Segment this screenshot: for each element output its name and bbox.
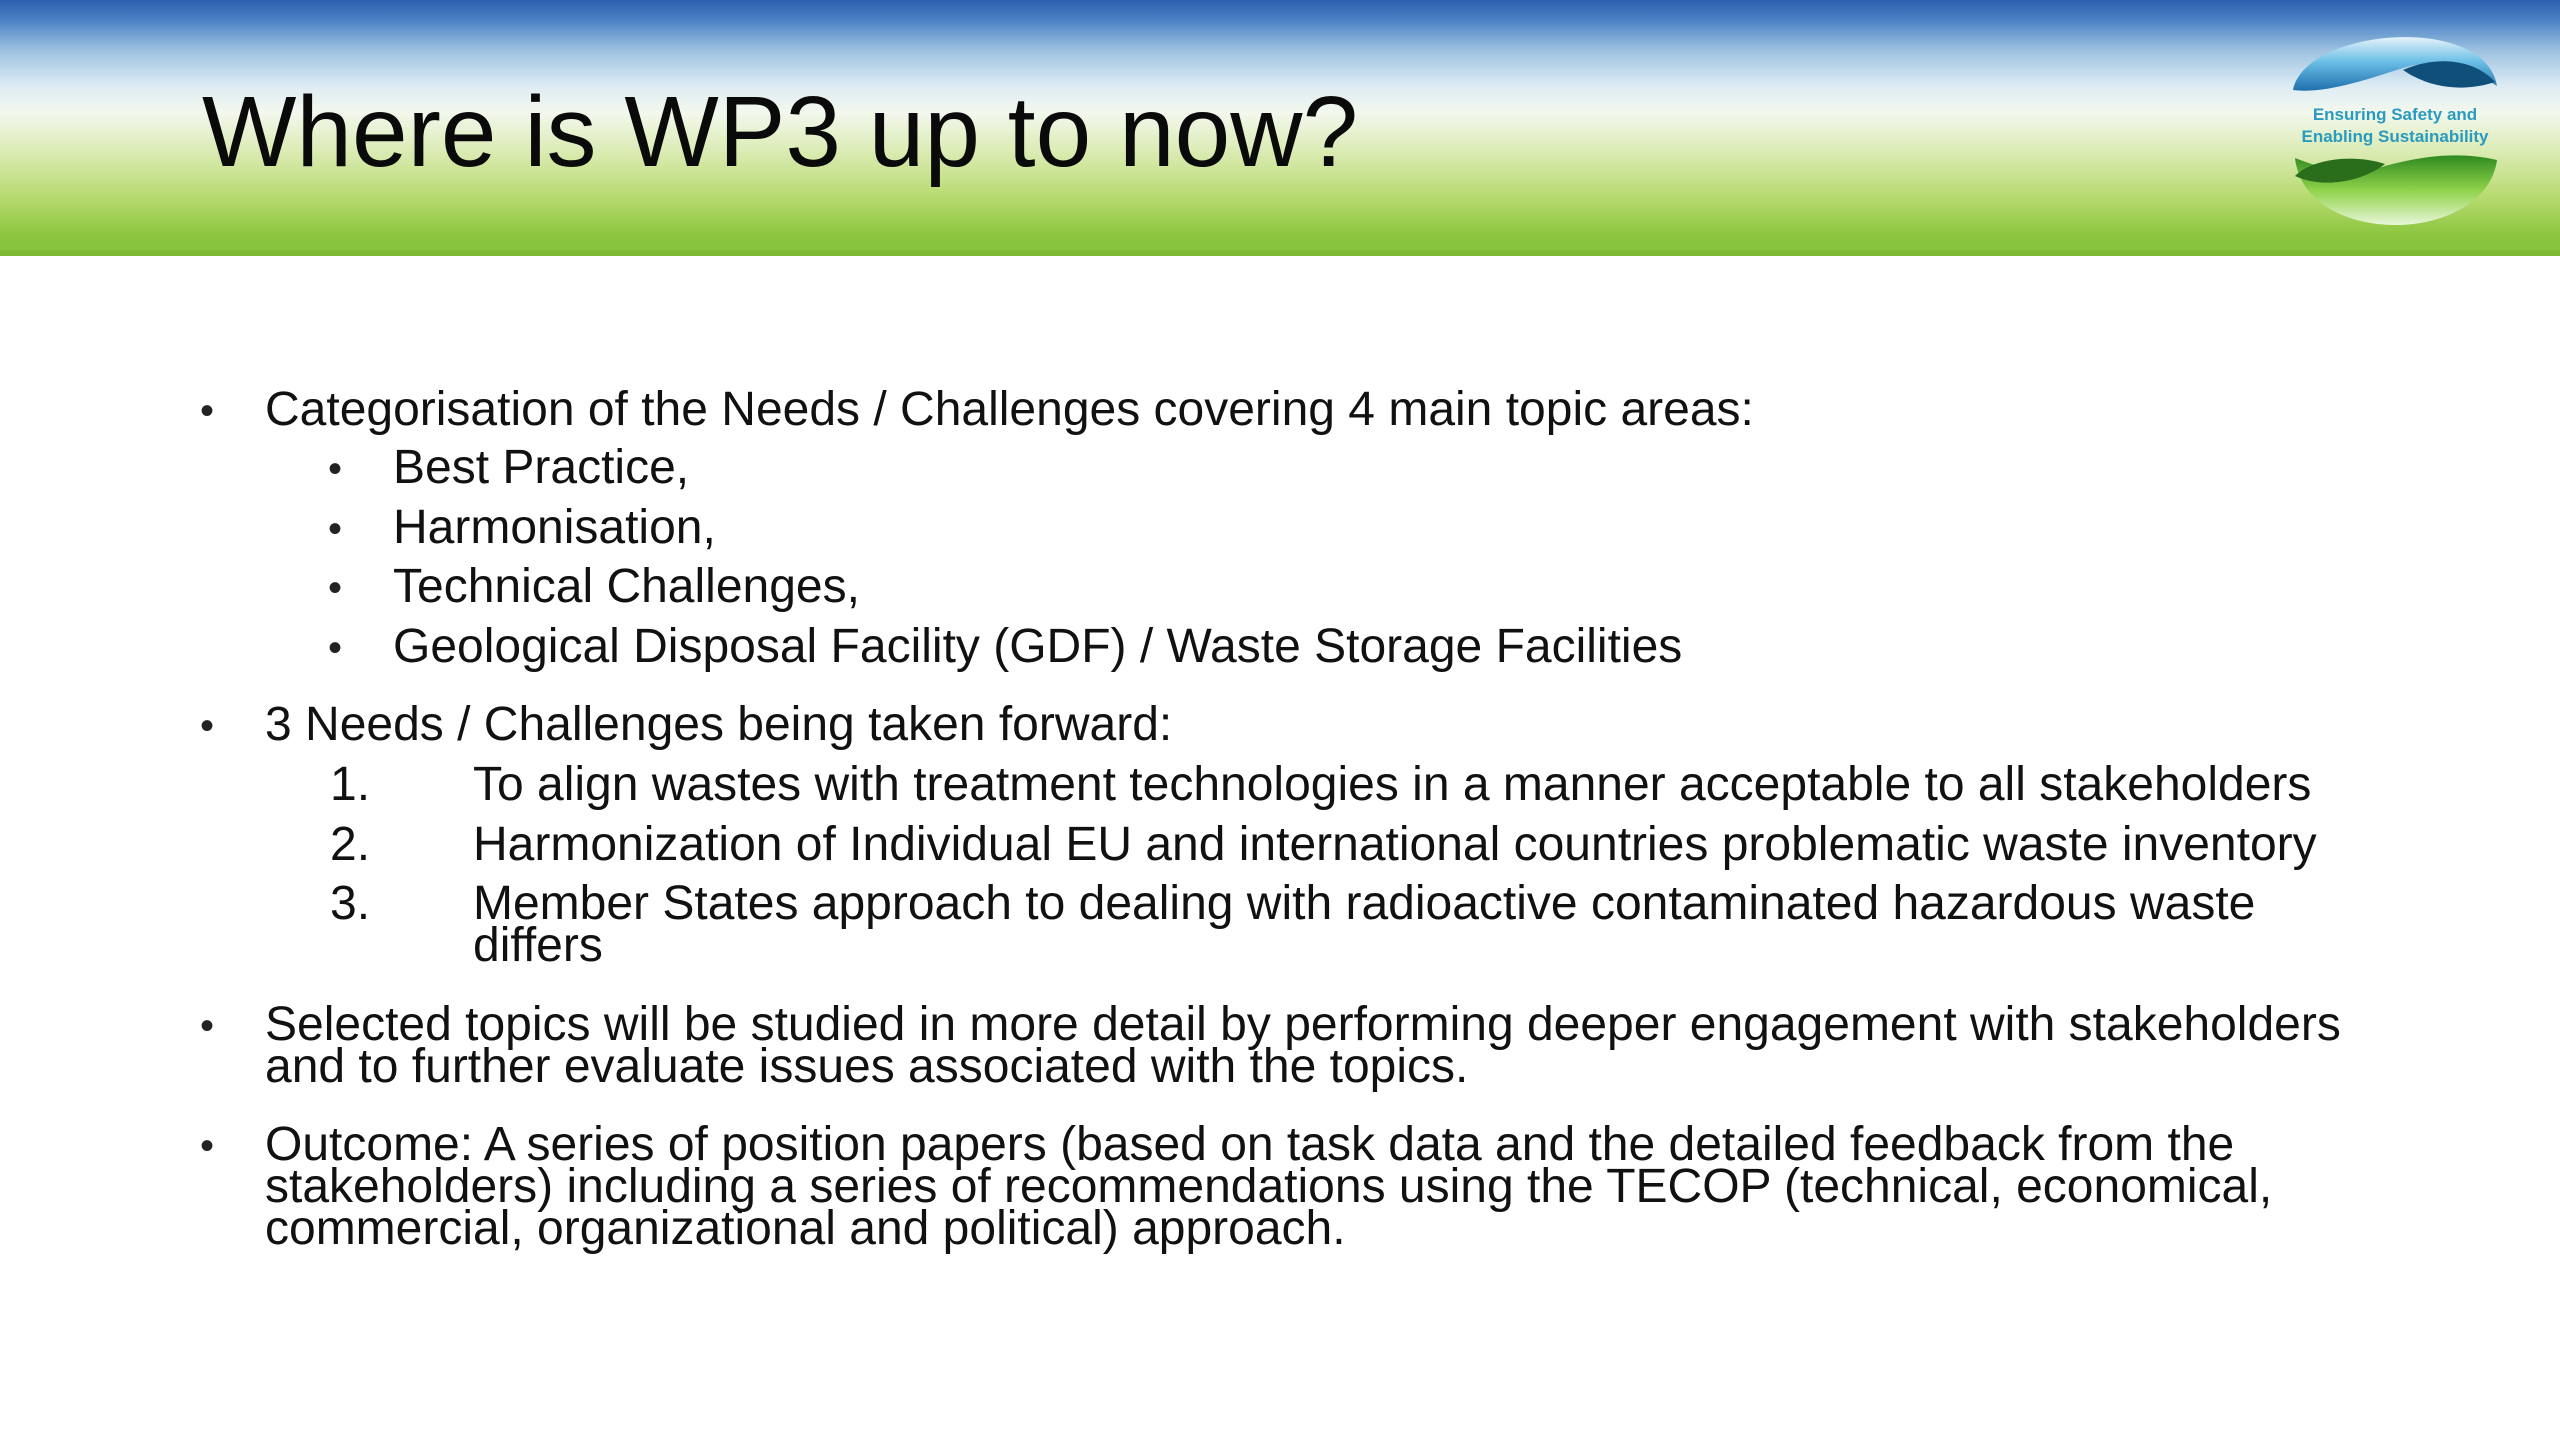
list-number: 1.	[330, 758, 371, 811]
sub-bullet-text: Best Practice,	[393, 441, 690, 494]
bullet-marker: •	[200, 704, 215, 748]
numbered-item-text: Member States approach to dealing with radioactive contaminated hazardous waste	[473, 877, 2256, 930]
sub-bullet-marker: •	[328, 447, 343, 491]
numbered-item-text: To align wastes with treatment technologies in a manner acceptable to all stakeholders	[473, 758, 2312, 811]
bullet-text-continued: stakeholders) including a series of recommendations using the TECOP (technical, economical,	[265, 1160, 2273, 1213]
bullet-text: Categorisation of the Needs / Challenges covering 4 main topic areas:	[265, 383, 1754, 436]
list-number: 3.	[330, 877, 371, 930]
bullet-text: 3 Needs / Challenges being taken forward:	[265, 698, 1173, 751]
bullet-text: Selected topics will be studied in more detail by performing deeper engagement with stakeholders	[265, 998, 2341, 1051]
bullet-text-continued: commercial, organizational and political) approach.	[265, 1202, 1346, 1255]
logo-tagline-line2: Enabling Sustainability	[2301, 127, 2489, 146]
numbered-item-text-continued: differs	[473, 919, 603, 972]
numbered-item-text: Harmonization of Individual EU and international countries problematic waste inventory	[473, 818, 2317, 871]
slide-title: Where is WP3 up to now?	[202, 76, 1359, 188]
sub-bullet-marker: •	[328, 507, 343, 551]
bullet-text-continued: and to further evaluate issues associated with the topics.	[265, 1040, 1469, 1093]
sub-bullet-text: Technical Challenges,	[393, 560, 860, 613]
bullet-text: Outcome: A series of position papers (based on task data and the detailed feedback from the	[265, 1118, 2235, 1171]
sub-bullet-marker: •	[328, 566, 343, 610]
list-number: 2.	[330, 818, 371, 871]
sub-bullet-marker: •	[328, 626, 343, 670]
bullet-marker: •	[200, 1004, 215, 1048]
bullet-marker: •	[200, 1124, 215, 1168]
sub-bullet-text: Harmonisation,	[393, 501, 716, 554]
logo-tagline-line1: Ensuring Safety and	[2312, 105, 2478, 124]
sub-bullet-text: Geological Disposal Facility (GDF) / Waste Storage Facilities	[393, 620, 1683, 673]
bullet-marker: •	[200, 389, 215, 433]
